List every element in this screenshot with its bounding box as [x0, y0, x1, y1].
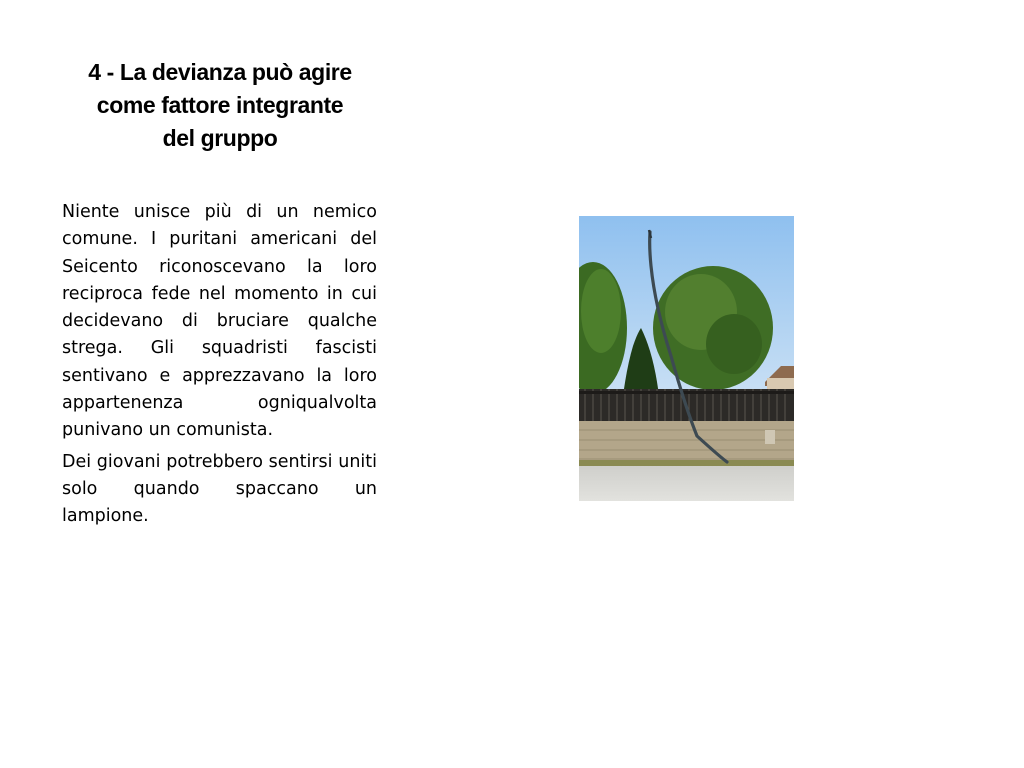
- paragraph-1: Niente unisce più di un nemico comune. I puritani americani del Seicento riconoscevano la loro reciproca fede nel momento in cui decidevano di bruciare qualche strega. Gli squadristi fascisti sentivano e apprezzavano la loro appartenenza ogniqualvolta punivano un comunista.: [62, 202, 377, 441]
- slide-title: [60, 56, 380, 155]
- bent-lamppost-photo: [579, 216, 794, 501]
- title-line-3: del gruppo: [162, 125, 278, 151]
- paragraph-2: Dei giovani potrebbero sentirsi uniti solo quando spaccano un lampione.: [62, 451, 377, 527]
- round-tree: [653, 266, 773, 390]
- road: [579, 466, 794, 501]
- title-line-1: 4 - La devianza può agire: [88, 59, 352, 85]
- body-text: [62, 199, 377, 535]
- stone-wall: [579, 421, 794, 465]
- title-line-2: come fattore integrante: [96, 92, 344, 118]
